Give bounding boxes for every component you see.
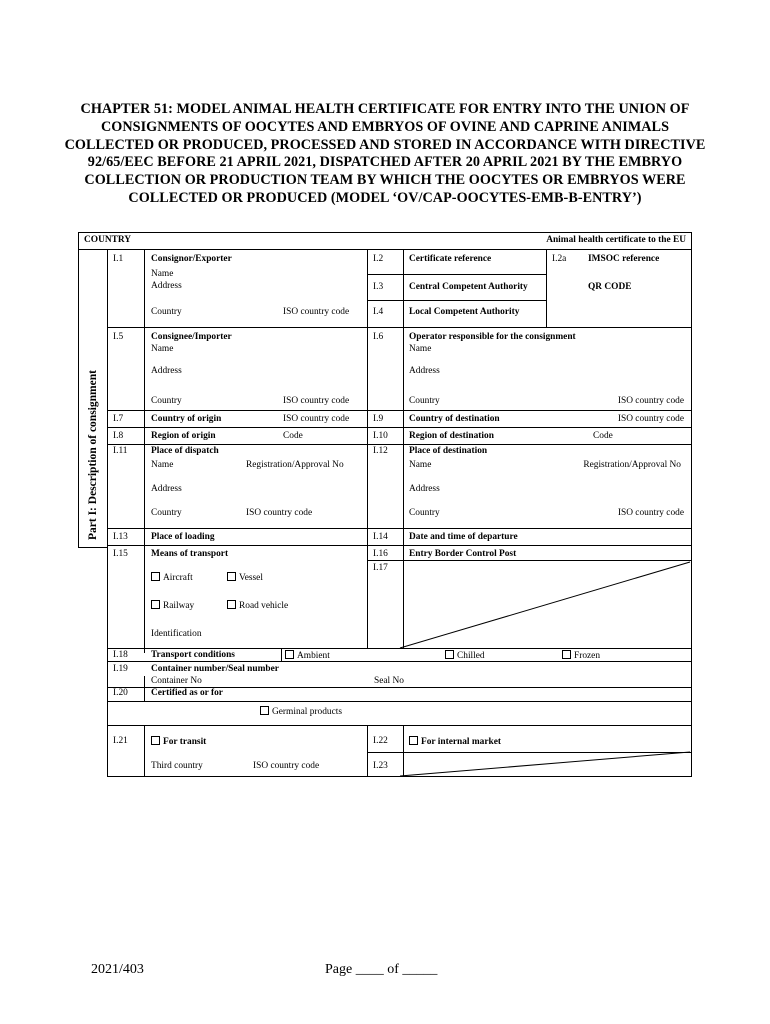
middle-divider-2 xyxy=(367,725,368,777)
checkbox-icon xyxy=(445,650,454,659)
i1-iso[interactable]: ISO country code xyxy=(283,307,350,317)
i5-country[interactable]: Country xyxy=(151,396,182,406)
checkbox-icon xyxy=(285,650,294,659)
i4-label[interactable]: Local Competent Authority xyxy=(409,307,520,317)
code-column-divider-3 xyxy=(144,725,145,777)
third-country-field[interactable]: Third country xyxy=(151,761,203,771)
frozen-label: Frozen xyxy=(574,651,601,661)
i1-country[interactable]: Country xyxy=(151,307,182,317)
i2a-code: I.2a xyxy=(552,254,567,264)
code-column-divider xyxy=(144,249,145,653)
vessel-checkbox[interactable] xyxy=(227,572,263,584)
code-column-divider-2 xyxy=(144,676,145,701)
i6-address[interactable]: Address xyxy=(409,366,440,376)
i11-code: I.11 xyxy=(113,446,128,456)
i13-label[interactable]: Place of loading xyxy=(151,532,215,542)
i17-diagonal xyxy=(400,562,690,648)
i6-label: Operator responsible for the consignment xyxy=(409,332,576,342)
i15-code: I.15 xyxy=(113,549,128,559)
i11-label: Place of dispatch xyxy=(151,446,219,456)
i21-code: I.21 xyxy=(113,736,128,746)
i5-code: I.5 xyxy=(113,332,124,342)
for-transit-checkbox[interactable] xyxy=(151,736,206,748)
row8-bottom xyxy=(107,661,692,662)
page-number: Page ____ of _____ xyxy=(325,962,438,977)
checkbox-icon xyxy=(260,706,269,715)
railway-checkbox[interactable] xyxy=(151,600,194,612)
i2-code: I.2 xyxy=(373,254,384,264)
i2a-label[interactable]: IMSOC reference xyxy=(588,254,660,264)
i7-iso[interactable]: ISO country code xyxy=(283,414,350,424)
i20-label: Certified as or for xyxy=(151,688,223,698)
i16-label[interactable]: Entry Border Control Post xyxy=(409,549,517,559)
i23-code: I.23 xyxy=(373,761,388,771)
i16-code: I.16 xyxy=(373,549,388,559)
checkbox-icon xyxy=(151,572,160,581)
i11-reg[interactable]: Registration/Approval No xyxy=(246,460,344,470)
certificate-form xyxy=(78,232,692,777)
railway-label: Railway xyxy=(163,601,195,611)
row3-bottom xyxy=(107,427,692,428)
side-bottom xyxy=(78,547,107,548)
part-1-label: Part I: Description of consignment xyxy=(87,370,99,540)
i10-label[interactable]: Region of destination xyxy=(409,431,494,441)
i16-bottom xyxy=(367,560,692,561)
i1-name[interactable]: Name xyxy=(151,269,174,279)
frame-left xyxy=(78,232,79,548)
i2-bottom xyxy=(367,274,546,275)
row1-bottom xyxy=(367,327,692,328)
vessel-label: Vessel xyxy=(239,573,263,583)
cert-type-label: Animal health certificate to the EU xyxy=(546,235,686,245)
country-label: COUNTRY xyxy=(84,235,132,245)
i3-label[interactable]: Central Competent Authority xyxy=(409,282,528,292)
i10-code: I.10 xyxy=(373,431,388,441)
right-code-divider-2 xyxy=(403,725,404,777)
identification-field[interactable]: Identification xyxy=(151,629,202,639)
i5-label: Consignee/Importer xyxy=(151,332,232,342)
row2-bottom xyxy=(107,410,692,411)
checkbox-icon xyxy=(409,736,418,745)
i13-code: I.13 xyxy=(113,532,128,542)
i5-name[interactable]: Name xyxy=(151,344,174,354)
i3-bottom xyxy=(367,300,546,301)
i12-iso[interactable]: ISO country code xyxy=(617,508,684,518)
regulation-ref: 2021/403 xyxy=(91,962,144,977)
i15-label: Means of transport xyxy=(151,549,229,559)
inner-left-border xyxy=(107,249,108,777)
frame-top xyxy=(78,232,692,233)
internal-market-label: For internal market xyxy=(421,737,502,747)
right-code-divider xyxy=(403,249,404,648)
checkbox-icon xyxy=(562,650,571,659)
i20-divider xyxy=(107,701,692,702)
row4-bottom xyxy=(107,444,692,445)
i23-diagonal xyxy=(400,752,690,776)
ambient-label: Ambient xyxy=(297,651,330,661)
checkbox-icon xyxy=(151,736,160,745)
i19-code: I.19 xyxy=(113,664,128,674)
i8-code-field[interactable]: Code xyxy=(283,431,303,441)
i12-code: I.12 xyxy=(373,446,388,456)
i10-code-field[interactable]: Code xyxy=(593,431,613,441)
chilled-label: Chilled xyxy=(457,651,485,661)
seal-no-field[interactable]: Seal No xyxy=(374,676,404,686)
i20-code: I.20 xyxy=(113,688,128,698)
frame-right xyxy=(691,232,692,777)
header-divider xyxy=(78,249,692,250)
i4-code: I.4 xyxy=(373,307,384,317)
i22-code: I.22 xyxy=(373,736,388,746)
container-no-field[interactable]: Container No xyxy=(151,676,202,686)
i19-label: Container number/Seal number xyxy=(151,664,279,674)
i9-label[interactable]: Country of destination xyxy=(409,414,500,424)
i9-code: I.9 xyxy=(373,414,384,424)
i22-bottom xyxy=(367,752,692,753)
i9-iso[interactable]: ISO country code xyxy=(617,414,684,424)
i12-address[interactable]: Address xyxy=(409,484,440,494)
middle-divider xyxy=(367,249,368,648)
i8-label[interactable]: Region of origin xyxy=(151,431,216,441)
i1-address[interactable]: Address xyxy=(151,281,182,291)
internal-market-checkbox[interactable] xyxy=(409,736,501,748)
i5-address[interactable]: Address xyxy=(151,366,182,376)
i14-label[interactable]: Date and time of departure xyxy=(409,532,518,542)
i3-code: I.3 xyxy=(373,282,384,292)
aircraft-checkbox[interactable] xyxy=(151,572,193,584)
for-transit-label: For transit xyxy=(163,737,207,747)
i18-divider xyxy=(281,648,282,661)
i11-address[interactable]: Address xyxy=(151,484,182,494)
i1-code: I.1 xyxy=(113,254,124,264)
i14-code: I.14 xyxy=(373,532,388,542)
checkbox-icon xyxy=(151,600,160,609)
i12-reg[interactable]: Registration/Approval No xyxy=(583,460,681,470)
aircraft-label: Aircraft xyxy=(163,573,193,583)
i12-name[interactable]: Name xyxy=(409,460,432,470)
road-vehicle-checkbox[interactable] xyxy=(227,600,288,612)
i2-divider xyxy=(546,249,547,327)
i11-name[interactable]: Name xyxy=(151,460,174,470)
i1-bottom xyxy=(107,327,367,328)
i7-code: I.7 xyxy=(113,414,124,424)
row7-bottom xyxy=(107,648,692,649)
i7-label[interactable]: Country of origin xyxy=(151,414,222,424)
i12-country[interactable]: Country xyxy=(409,508,440,518)
qr-code-label: QR CODE xyxy=(588,282,632,292)
i6-country[interactable]: Country xyxy=(409,396,440,406)
i5-iso[interactable]: ISO country code xyxy=(283,396,350,406)
i18-label: Transport conditions xyxy=(151,650,235,660)
row5-bottom xyxy=(107,528,692,529)
germinal-label: Germinal products xyxy=(272,707,343,717)
i18-code: I.18 xyxy=(113,650,128,660)
i6-code: I.6 xyxy=(373,332,384,342)
checkbox-icon xyxy=(227,600,236,609)
checkbox-icon xyxy=(227,572,236,581)
road-vehicle-label: Road vehicle xyxy=(239,601,289,611)
i2-label[interactable]: Certificate reference xyxy=(409,254,492,264)
i11-iso[interactable]: ISO country code xyxy=(246,508,313,518)
i17-code: I.17 xyxy=(373,563,388,573)
i11-country[interactable]: Country xyxy=(151,508,182,518)
i6-name[interactable]: Name xyxy=(409,344,432,354)
i8-code: I.8 xyxy=(113,431,124,441)
i12-label: Place of destination xyxy=(409,446,488,456)
germinal-checkbox[interactable] xyxy=(260,706,342,718)
i21-iso[interactable]: ISO country code xyxy=(253,761,320,771)
row10-bottom xyxy=(107,725,692,726)
form-bottom xyxy=(107,776,692,777)
i1-label: Consignor/Exporter xyxy=(151,254,232,264)
certificate-title: CHAPTER 51: MODEL ANIMAL HEALTH CERTIFICATE FOR ENTRY INTO THE UNION OF CONSIGNMENTS OF OOCYTES AND EMBRYOS OF OVINE AND CAPRINE ANIMALS COLLECTED OR PRODUCED, PROCESSED AND STORED IN ACCORDANCE WITH DIRECTIVE 92/65/EEC BEFORE 21 APRIL 2021, DISPATCHED AFTER 20 APRIL 2021 BY THE EMBRYO COLLECTION OR PRODUCTION TEAM BY WHICH THE OOCYTES OR EMBRYOS WERE COLLECTED OR PRODUCED (MODEL ‘OV/CAP-OOCYTES-EMB-B-ENTRY’) xyxy=(64,101,706,206)
row6-bottom xyxy=(107,545,692,546)
i6-iso[interactable]: ISO country code xyxy=(617,396,684,406)
